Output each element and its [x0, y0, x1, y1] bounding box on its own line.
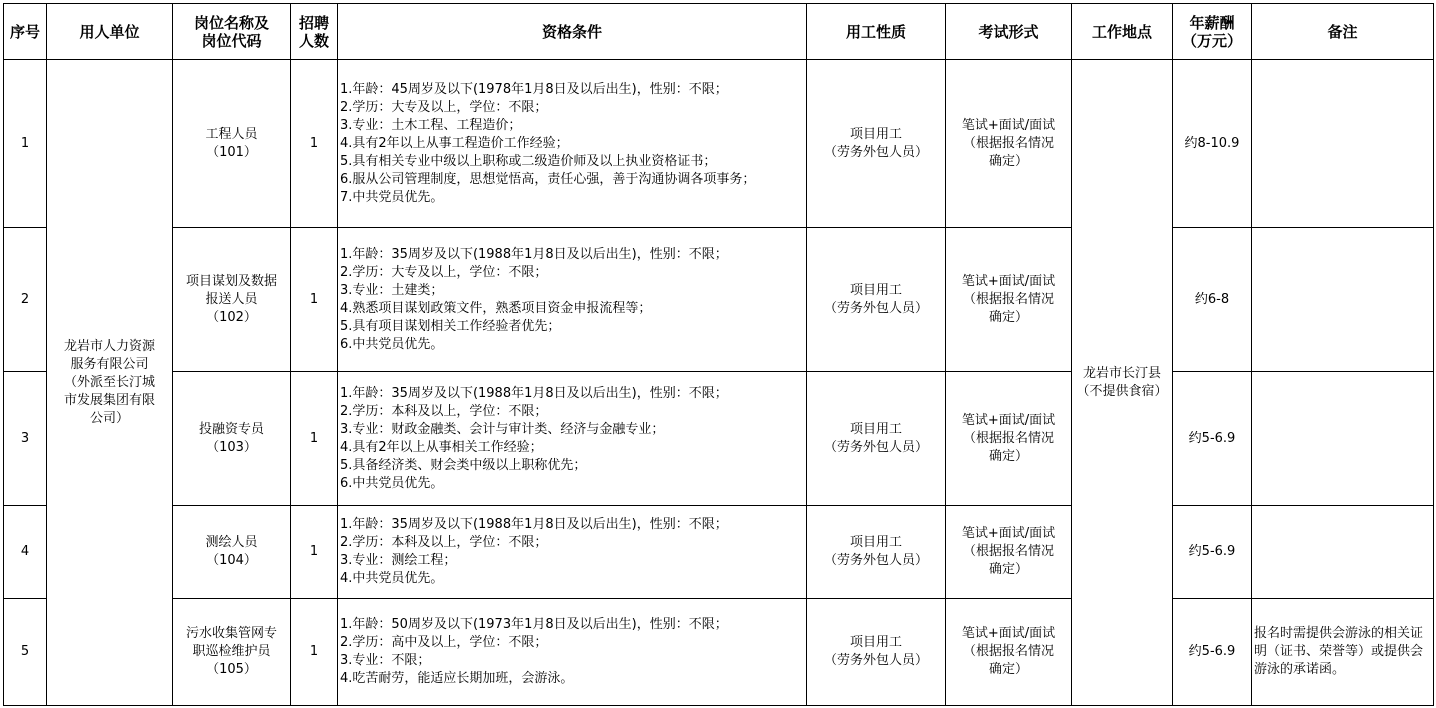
position-name-line: （104） — [206, 553, 257, 568]
nature-cell — [807, 228, 946, 372]
position-name-line: 报送人员 — [205, 291, 258, 307]
header-salary-line1: 年薪酬 — [1189, 13, 1235, 32]
condition-item: 1.年龄：35周岁及以下(1988年1月8日及以后出生)，性别：不限； — [340, 517, 728, 532]
header-count — [291, 4, 338, 60]
nature-line: （劳务外包人员） — [823, 439, 928, 455]
exam-cell — [946, 599, 1072, 706]
position-name-line: 测绘人员 — [205, 535, 258, 550]
condition-item: 6.服从公司管理制度，思想觉悟高，责任心强，善于沟通协调各项事务； — [340, 171, 756, 187]
nature-cell — [807, 599, 946, 706]
condition-item: 2.学历：本科及以上，学位：不限； — [340, 535, 548, 550]
header-conditions: 资格条件 — [338, 4, 807, 60]
position-code-line: （105） — [206, 662, 257, 677]
header-nature: 用工性质 — [807, 4, 946, 60]
employer-line: 服务有限公司 — [70, 356, 149, 372]
header-location: 工作地点 — [1072, 4, 1173, 60]
position-cell — [173, 60, 291, 228]
nature-cell — [807, 60, 946, 228]
condition-item: 6.中共党员优先。 — [340, 475, 444, 491]
table-row — [4, 372, 1434, 506]
nature-line: （劳务外包人员） — [823, 653, 928, 668]
header-position-line1: 岗位名称及 — [193, 13, 269, 32]
count-cell: 1 — [291, 228, 338, 372]
condition-item: 7.中共党员优先。 — [340, 189, 444, 205]
exam-line: 确定） — [988, 309, 1028, 325]
location-line: 龙岩市长汀县 — [1082, 365, 1161, 381]
exam-cell — [946, 228, 1072, 372]
table-row — [4, 228, 1434, 372]
remark-cell: 报名时需提供会游泳的相关证明（证书、荣誉等）或提供会游泳的承诺函。 — [1252, 599, 1434, 706]
exam-line: （根据报名情况 — [962, 544, 1054, 559]
condition-item: 5.具有项目谋划相关工作经验者优先； — [340, 318, 561, 334]
position-name-line: 职巡检维护员 — [192, 644, 271, 659]
condition-item: 4.中共党员优先。 — [340, 571, 444, 586]
condition-item: 2.学历：大专及以上，学位：不限； — [340, 264, 548, 280]
employer-line: （外派至长汀城 — [63, 374, 155, 390]
position-name-line: （101） — [206, 144, 257, 160]
exam-line: 确定） — [988, 662, 1028, 677]
header-row — [4, 4, 1434, 60]
seq-cell: 1 — [4, 60, 47, 228]
count-cell: 1 — [291, 60, 338, 228]
header-seq: 序号 — [4, 4, 47, 60]
remark-cell — [1252, 506, 1434, 599]
exam-line: （根据报名情况 — [962, 291, 1054, 307]
condition-item: 2.学历：大专及以上，学位：不限； — [340, 99, 548, 115]
condition-item: 1.年龄：35周岁及以下(1988年1月8日及以后出生)，性别：不限； — [340, 385, 728, 401]
header-remark: 备注 — [1252, 4, 1434, 60]
header-count-line2: 人数 — [298, 31, 329, 50]
condition-item: 1.年龄：45周岁及以下(1978年1月8日及以后出生)，性别：不限； — [340, 81, 728, 97]
conditions-cell — [338, 228, 807, 372]
position-name-line: 投融资专员 — [198, 421, 264, 437]
position-cell — [173, 506, 291, 599]
exam-line: （根据报名情况 — [962, 644, 1054, 659]
header-employer: 用人单位 — [47, 4, 173, 60]
location-cell — [1072, 60, 1173, 706]
count-cell: 1 — [291, 372, 338, 506]
position-cell — [173, 372, 291, 506]
header-exam: 考试形式 — [946, 4, 1072, 60]
condition-item: 6.中共党员优先。 — [340, 336, 444, 352]
exam-cell — [946, 506, 1072, 599]
conditions-cell — [338, 599, 807, 706]
header-salary — [1173, 4, 1252, 60]
exam-line: 笔试+面试/面试 — [961, 626, 1056, 641]
header-position — [173, 4, 291, 60]
nature-line: 项目用工 — [849, 421, 902, 437]
condition-item: 5.具有相关专业中级以上职称或二级造价师及以上执业资格证书； — [340, 153, 717, 169]
exam-line: 确定） — [988, 153, 1028, 169]
remark-cell — [1252, 60, 1434, 228]
salary-cell: 约5-6.9 — [1173, 372, 1252, 506]
condition-item: 2.学历：本科及以上，学位：不限； — [340, 403, 548, 419]
exam-line: 笔试+面试/面试 — [961, 526, 1056, 541]
count-cell: 1 — [291, 506, 338, 599]
exam-line: 笔试+面试/面试 — [961, 412, 1056, 428]
remark-cell — [1252, 228, 1434, 372]
salary-cell: 约6-8 — [1173, 228, 1252, 372]
table-row — [4, 506, 1434, 599]
nature-line: 项目用工 — [849, 535, 902, 550]
header-position-line2: 岗位代码 — [201, 31, 262, 50]
condition-item: 3.专业：土木工程、工程造价； — [340, 117, 522, 133]
exam-line: 确定） — [988, 562, 1028, 577]
position-name-line: 污水收集管网专 — [185, 626, 277, 641]
employer-line: 龙岩市人力资源 — [63, 338, 155, 354]
nature-line: 项目用工 — [849, 635, 902, 650]
exam-line: 笔试+面试/面试 — [961, 273, 1056, 289]
nature-cell — [807, 506, 946, 599]
position-cell — [173, 228, 291, 372]
nature-line: （劳务外包人员） — [823, 300, 928, 316]
nature-line: 项目用工 — [849, 282, 902, 298]
table-row — [4, 60, 1434, 228]
recruitment-table — [3, 3, 1434, 706]
seq-cell: 4 — [4, 506, 47, 599]
header-count-line1: 招聘 — [298, 13, 329, 32]
condition-item: 1.年龄：35周岁及以下(1988年1月8日及以后出生)，性别：不限； — [340, 246, 728, 262]
seq-cell: 3 — [4, 372, 47, 506]
condition-item: 2.学历：高中及以上，学位：不限； — [340, 635, 548, 650]
condition-item: 4.具有2年以上从事工程造价工作经验； — [340, 135, 569, 151]
salary-cell: 约8-10.9 — [1173, 60, 1252, 228]
exam-line: 确定） — [988, 448, 1028, 464]
condition-item: 3.专业：测绘工程； — [340, 553, 457, 568]
condition-item: 1.年龄：50周岁及以下(1973年1月8日及以后出生)，性别：不限； — [340, 617, 728, 632]
conditions-cell — [338, 60, 807, 228]
exam-line: 笔试+面试/面试 — [961, 117, 1056, 133]
employer-line: 市发展集团有限 — [63, 392, 155, 408]
exam-line: （根据报名情况 — [962, 135, 1054, 151]
nature-line: （劳务外包人员） — [823, 144, 928, 160]
count-cell: 1 — [291, 599, 338, 706]
position-cell — [173, 599, 291, 706]
exam-cell — [946, 60, 1072, 228]
nature-cell — [807, 372, 946, 506]
employer-cell — [47, 60, 173, 706]
position-code-line: （102） — [206, 309, 257, 325]
remark-cell — [1252, 372, 1434, 506]
conditions-cell — [338, 506, 807, 599]
position-name-line: 工程人员 — [205, 126, 258, 142]
salary-cell: 约5-6.9 — [1173, 599, 1252, 706]
position-name-line: 项目谋划及数据 — [185, 273, 277, 289]
exam-cell — [946, 372, 1072, 506]
conditions-cell — [338, 372, 807, 506]
condition-item: 3.专业：土建类； — [340, 282, 444, 298]
seq-cell: 5 — [4, 599, 47, 706]
table-row — [4, 599, 1434, 706]
condition-item: 4.熟悉项目谋划政策文件，熟悉项目资金申报流程等； — [340, 300, 652, 316]
exam-line: （根据报名情况 — [962, 430, 1054, 446]
condition-item: 5.具备经济类、财会类中级以上职称优先； — [340, 457, 587, 473]
seq-cell: 2 — [4, 228, 47, 372]
employer-line: 公司） — [89, 410, 129, 426]
nature-line: 项目用工 — [849, 126, 902, 142]
condition-item: 4.吃苦耐劳，能适应长期加班，会游泳。 — [340, 671, 574, 686]
condition-item: 3.专业：财政金融类、会计与审计类、经济与金融专业； — [340, 421, 665, 437]
position-name-line: （103） — [206, 439, 257, 455]
salary-cell: 约5-6.9 — [1173, 506, 1252, 599]
location-line: （不提供食宿） — [1076, 383, 1168, 399]
nature-line: （劳务外包人员） — [823, 553, 928, 568]
condition-item: 4.具有2年以上从事相关工作经验； — [340, 439, 543, 455]
condition-item: 3.专业：不限； — [340, 653, 431, 668]
header-salary-line2: （万元） — [1181, 31, 1242, 50]
